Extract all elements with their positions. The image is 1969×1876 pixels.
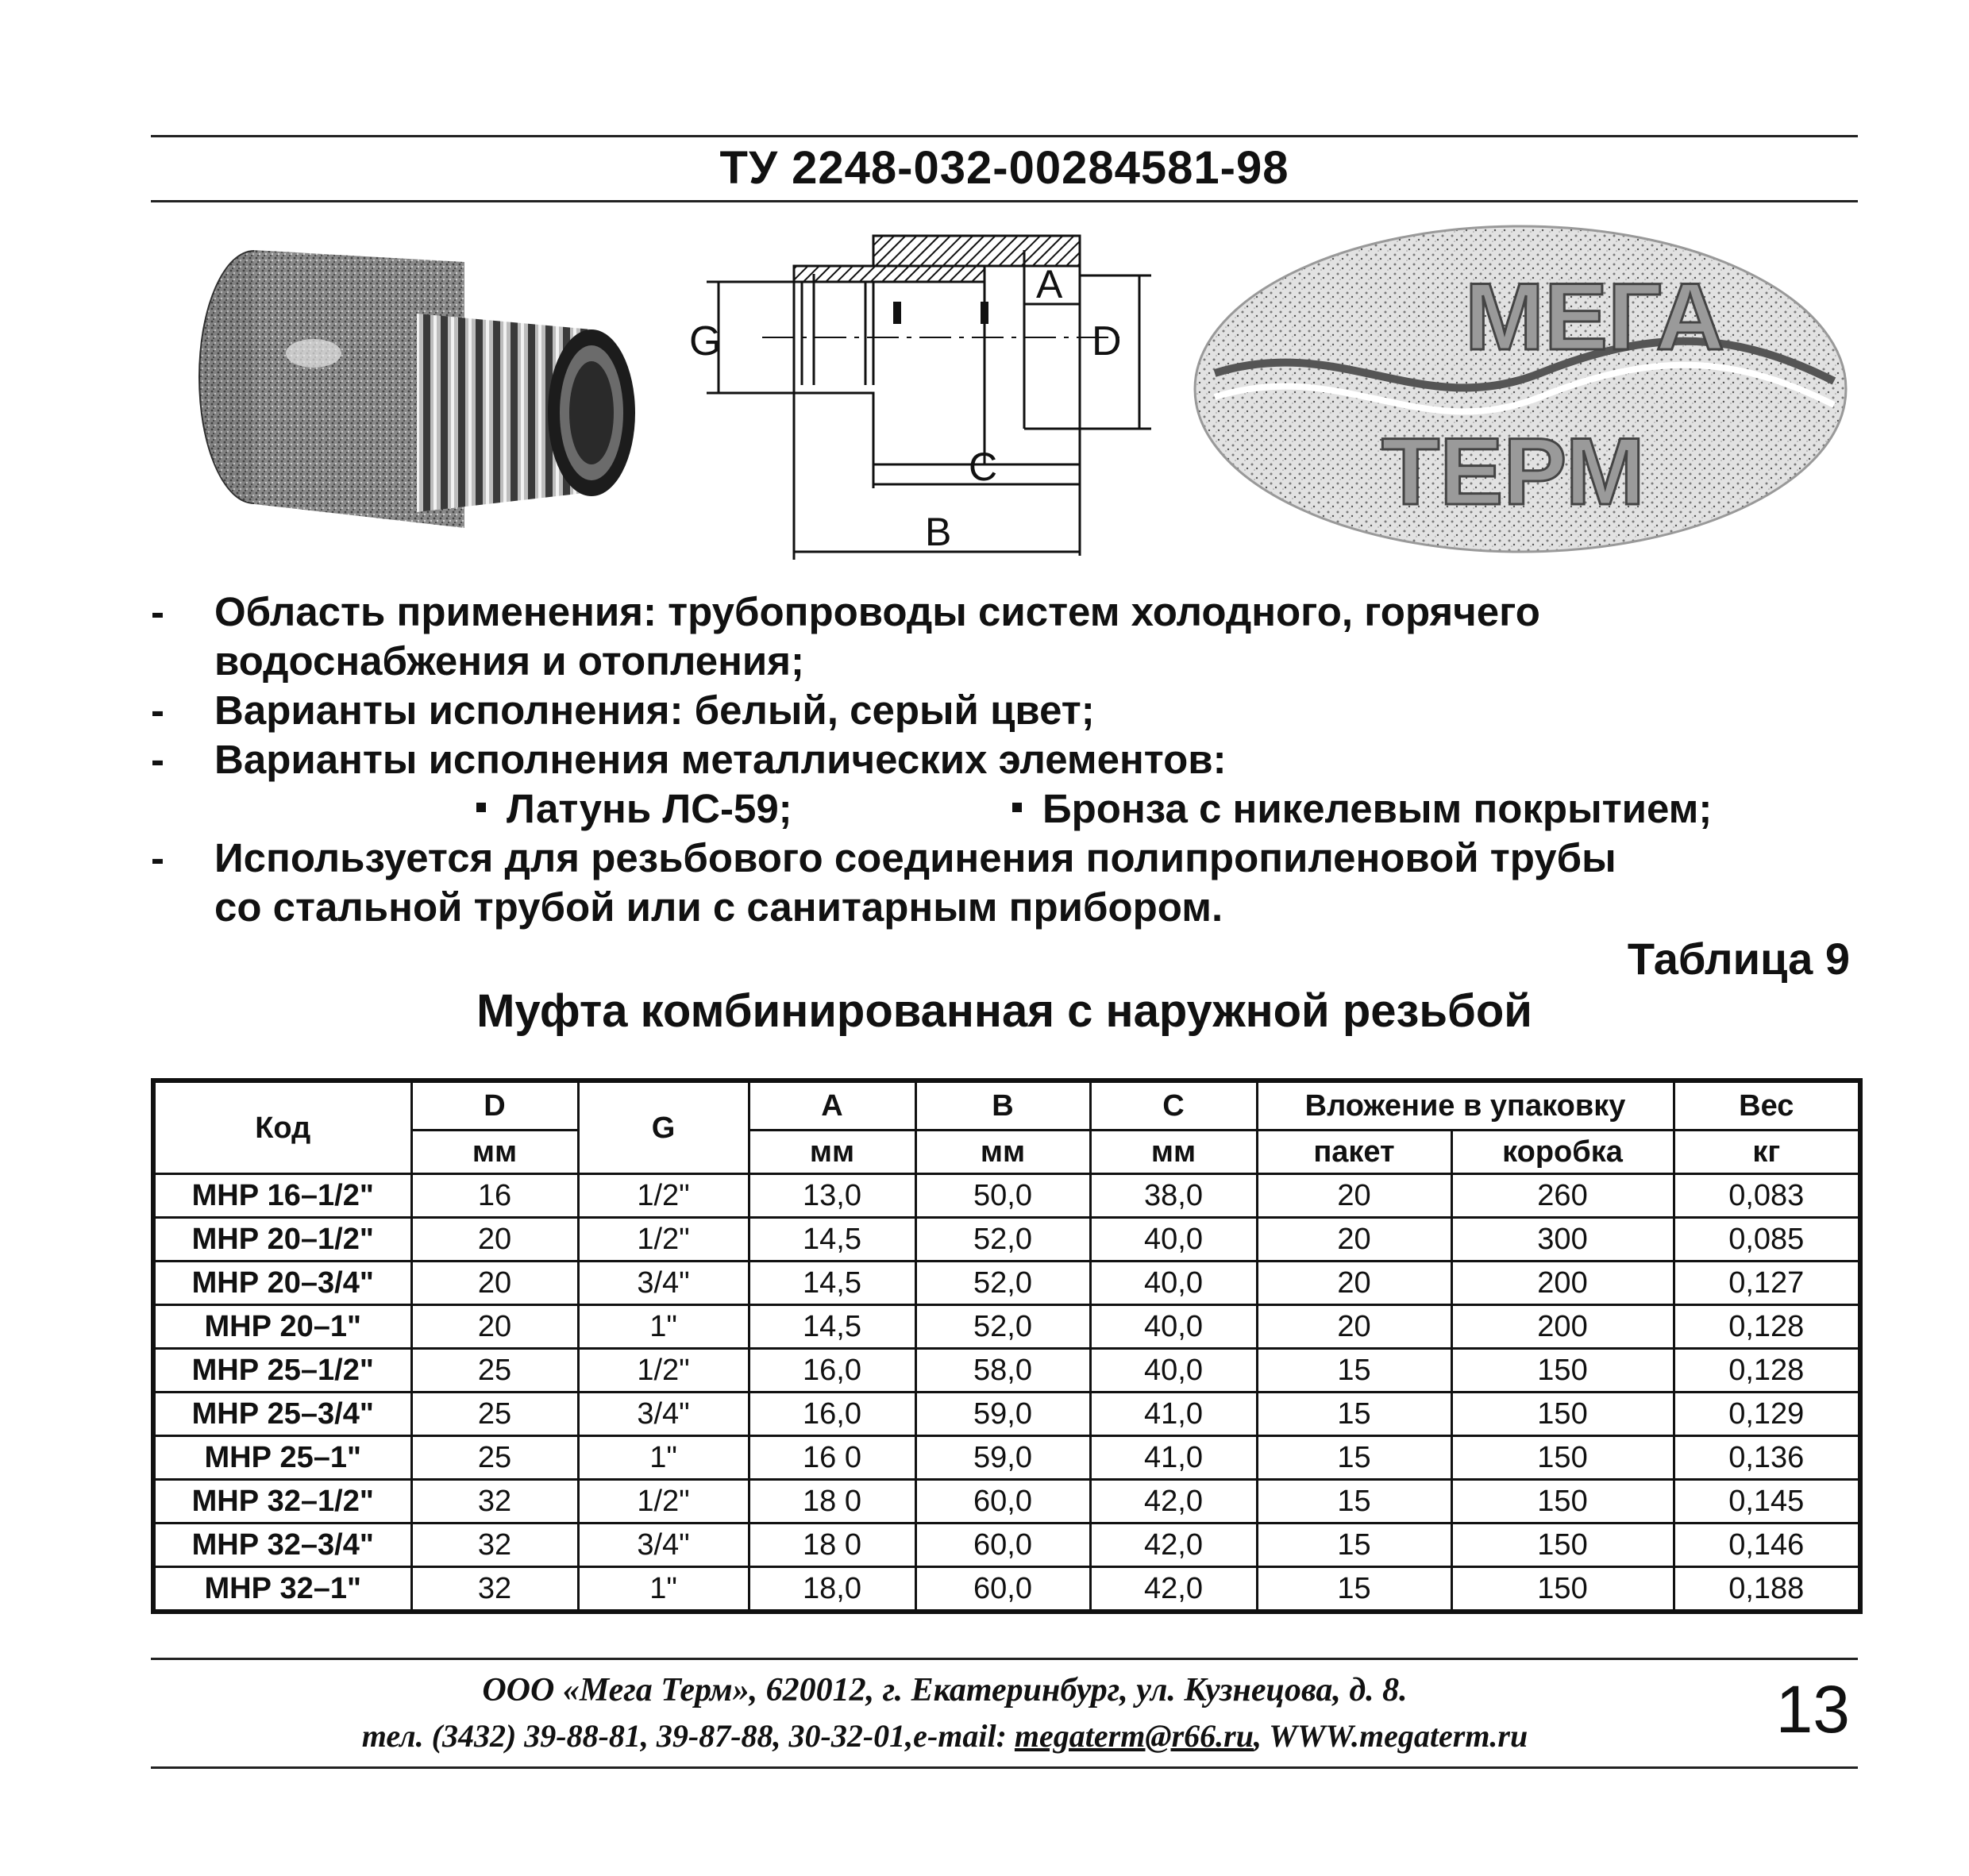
table-cell: 150 — [1451, 1567, 1674, 1612]
logo-text-mega: МЕГА — [1465, 264, 1725, 370]
table-cell: 42,0 — [1090, 1524, 1257, 1567]
dim-label-c: C — [969, 445, 998, 489]
unit-kg: кг — [1674, 1131, 1860, 1174]
table-row — [153, 1436, 1860, 1480]
table-row — [153, 1262, 1860, 1305]
spec-table-body — [153, 1174, 1860, 1612]
table-cell: 0,146 — [1674, 1524, 1860, 1567]
table-cell: 3/4" — [578, 1524, 749, 1567]
table-row — [153, 1218, 1860, 1262]
table-cell: 3/4" — [578, 1262, 749, 1305]
dash-marker: - — [151, 835, 164, 880]
dim-label-g: G — [689, 318, 722, 364]
feature-list — [151, 587, 1898, 932]
table-cell: 14,5 — [749, 1218, 915, 1262]
table-cell: 0,085 — [1674, 1218, 1860, 1262]
table-cell: 0,129 — [1674, 1393, 1860, 1436]
header-packaging: Вложение в упаковку — [1257, 1081, 1674, 1131]
header-rule — [151, 200, 1858, 202]
header-d: D — [411, 1081, 578, 1131]
footer-website-link[interactable]: WWW.megaterm.ru — [1269, 1718, 1528, 1754]
table-cell: 52,0 — [915, 1305, 1090, 1349]
table-cell: 0,127 — [1674, 1262, 1860, 1305]
header-weight: Вес — [1674, 1081, 1860, 1131]
mega-term-logo — [1183, 214, 1858, 564]
footer-phones: тел. (3432) 39-88-81, 39-87-88, 30-32-01,e-mail: — [361, 1718, 1015, 1754]
table-cell: 60,0 — [915, 1524, 1090, 1567]
header-code: Код — [153, 1081, 411, 1174]
table-cell: 20 — [1257, 1174, 1451, 1218]
dash-marker: - — [151, 589, 164, 634]
table-cell: 18 0 — [749, 1480, 915, 1524]
feature-text: Используется для резьбового соединения полипропиленовой трубы — [214, 835, 1616, 880]
unit-mm: мм — [1090, 1131, 1257, 1174]
header-a: A — [749, 1081, 915, 1131]
top-rule — [151, 135, 1858, 137]
table-cell: 59,0 — [915, 1436, 1090, 1480]
cell-code: МНР 25–1/2" — [153, 1349, 411, 1393]
cell-code: МНР 20–1/2" — [153, 1218, 411, 1262]
square-bullet-icon — [1012, 803, 1022, 812]
table-cell: 0,128 — [1674, 1349, 1860, 1393]
table-row — [153, 1393, 1860, 1436]
table-cell: 150 — [1451, 1524, 1674, 1567]
table-cell: 150 — [1451, 1349, 1674, 1393]
table-row — [153, 1567, 1860, 1612]
cell-code: МНР 25–3/4" — [153, 1393, 411, 1436]
feature-text: водоснабжения и отопления; — [214, 638, 804, 684]
table-cell: 0,188 — [1674, 1567, 1860, 1612]
metal-option-text: Латунь ЛС-59; — [507, 786, 792, 831]
table-cell: 15 — [1257, 1393, 1451, 1436]
header-packet: пакет — [1257, 1131, 1451, 1174]
table-cell: 32 — [411, 1524, 578, 1567]
table-cell: 1/2" — [578, 1174, 749, 1218]
table-cell: 1/2" — [578, 1218, 749, 1262]
unit-mm: мм — [411, 1131, 578, 1174]
table-cell: 3/4" — [578, 1393, 749, 1436]
table-cell: 200 — [1451, 1305, 1674, 1349]
page-number: 13 — [1775, 1672, 1850, 1747]
document-code: ТУ 2248-032-00284581-98 — [719, 142, 1289, 194]
table-cell: 1/2" — [578, 1349, 749, 1393]
table-cell: 60,0 — [915, 1567, 1090, 1612]
table-cell: 1" — [578, 1436, 749, 1480]
dim-label-a: A — [1036, 262, 1063, 306]
table-cell: 38,0 — [1090, 1174, 1257, 1218]
table-cell: 15 — [1257, 1524, 1451, 1567]
table-cell: 20 — [1257, 1262, 1451, 1305]
header-box: коробка — [1451, 1131, 1674, 1174]
cell-code: МНР 32–3/4" — [153, 1524, 411, 1567]
dash-marker: - — [151, 688, 164, 733]
table-cell: 16 — [411, 1174, 578, 1218]
technical-drawing — [675, 218, 1167, 568]
table-cell: 150 — [1451, 1393, 1674, 1436]
feature-text: Область применения: трубопроводы систем холодного, горячего — [214, 589, 1540, 634]
cell-code: МНР 20–3/4" — [153, 1262, 411, 1305]
table-cell: 42,0 — [1090, 1567, 1257, 1612]
cell-code: МНР 32–1" — [153, 1567, 411, 1612]
footer-email-link[interactable]: megaterm@r66.ru — [1014, 1718, 1254, 1754]
table-cell: 20 — [411, 1218, 578, 1262]
table-cell: 50,0 — [915, 1174, 1090, 1218]
feature-text: Варианты исполнения металлических элементов: — [214, 737, 1227, 782]
metal-options — [151, 784, 1898, 834]
table-cell: 16,0 — [749, 1393, 915, 1436]
table-cell: 0,145 — [1674, 1480, 1860, 1524]
feature-item-application — [151, 587, 1898, 686]
table-cell: 0,083 — [1674, 1174, 1860, 1218]
product-photo — [179, 218, 695, 552]
table-cell: 200 — [1451, 1262, 1674, 1305]
table-cell: 41,0 — [1090, 1393, 1257, 1436]
feature-item-colors — [151, 686, 1898, 735]
table-cell: 20 — [411, 1305, 578, 1349]
spec-table — [151, 1078, 1863, 1614]
table-cell: 32 — [411, 1567, 578, 1612]
metal-option-brass — [476, 784, 792, 834]
table-cell: 40,0 — [1090, 1305, 1257, 1349]
feature-text: Варианты исполнения: белый, серый цвет; — [214, 688, 1095, 733]
table-row — [153, 1174, 1860, 1218]
table-cell: 14,5 — [749, 1262, 915, 1305]
square-bullet-icon — [476, 803, 486, 812]
table-cell: 15 — [1257, 1567, 1451, 1612]
dash-marker: - — [151, 737, 164, 782]
footer-rule-bottom — [151, 1766, 1858, 1769]
table-cell: 52,0 — [915, 1262, 1090, 1305]
table-cell: 16,0 — [749, 1349, 915, 1393]
table-cell: 15 — [1257, 1349, 1451, 1393]
table-cell: 20 — [1257, 1305, 1451, 1349]
table-cell: 40,0 — [1090, 1349, 1257, 1393]
metal-option-bronze — [1012, 784, 1712, 834]
cell-code: МНР 20–1" — [153, 1305, 411, 1349]
header-c: C — [1090, 1081, 1257, 1131]
table-row — [153, 1480, 1860, 1524]
table-cell: 150 — [1451, 1480, 1674, 1524]
dim-label-d: D — [1092, 318, 1122, 364]
footer-address: ООО «Мега Терм», 620012, г. Екатеринбург, ул. Кузнецова, д. 8. — [482, 1672, 1408, 1708]
table-row — [153, 1524, 1860, 1567]
table-cell: 59,0 — [915, 1393, 1090, 1436]
table-cell: 41,0 — [1090, 1436, 1257, 1480]
table-row — [153, 1349, 1860, 1393]
feature-item-metals — [151, 735, 1898, 784]
footer-separator: , — [1254, 1718, 1270, 1754]
table-cell: 260 — [1451, 1174, 1674, 1218]
table-cell: 42,0 — [1090, 1480, 1257, 1524]
footer-contacts — [151, 1717, 1739, 1755]
table-title: Муфта комбинированная с наружной резьбой — [476, 985, 1532, 1037]
table-cell: 15 — [1257, 1480, 1451, 1524]
cell-code: МНР 32–1/2" — [153, 1480, 411, 1524]
table-number: Таблица 9 — [1627, 934, 1850, 984]
cell-code: МНР 16–1/2" — [153, 1174, 411, 1218]
table-cell: 18 0 — [749, 1524, 915, 1567]
table-row — [153, 1305, 1860, 1349]
table-cell: 40,0 — [1090, 1218, 1257, 1262]
table-cell: 32 — [411, 1480, 578, 1524]
table-cell: 25 — [411, 1436, 578, 1480]
table-cell: 1" — [578, 1305, 749, 1349]
header-g: G — [578, 1081, 749, 1174]
table-cell: 300 — [1451, 1218, 1674, 1262]
table-cell: 58,0 — [915, 1349, 1090, 1393]
table-cell: 20 — [411, 1262, 578, 1305]
table-cell: 16 0 — [749, 1436, 915, 1480]
table-cell: 40,0 — [1090, 1262, 1257, 1305]
metal-option-text: Бронза с никелевым покрытием; — [1042, 786, 1713, 831]
unit-mm: мм — [749, 1131, 915, 1174]
dim-label-b: B — [925, 510, 952, 554]
table-cell: 150 — [1451, 1436, 1674, 1480]
header-b: B — [915, 1081, 1090, 1131]
feature-item-usage — [151, 834, 1898, 932]
table-cell: 15 — [1257, 1436, 1451, 1480]
table-cell: 20 — [1257, 1218, 1451, 1262]
table-cell: 0,136 — [1674, 1436, 1860, 1480]
table-cell: 1/2" — [578, 1480, 749, 1524]
cell-code: МНР 25–1" — [153, 1436, 411, 1480]
unit-mm: мм — [915, 1131, 1090, 1174]
table-cell: 13,0 — [749, 1174, 915, 1218]
table-cell: 1" — [578, 1567, 749, 1612]
feature-text: со стальной трубой или с санитарным прибором. — [214, 884, 1223, 930]
logo-text-term: ТЕРМ — [1381, 418, 1645, 525]
table-cell: 0,128 — [1674, 1305, 1860, 1349]
table-cell: 60,0 — [915, 1480, 1090, 1524]
table-cell: 18,0 — [749, 1567, 915, 1612]
footer-rule-top — [151, 1658, 1858, 1660]
table-cell: 52,0 — [915, 1218, 1090, 1262]
table-cell: 25 — [411, 1393, 578, 1436]
table-cell: 25 — [411, 1349, 578, 1393]
table-cell: 14,5 — [749, 1305, 915, 1349]
